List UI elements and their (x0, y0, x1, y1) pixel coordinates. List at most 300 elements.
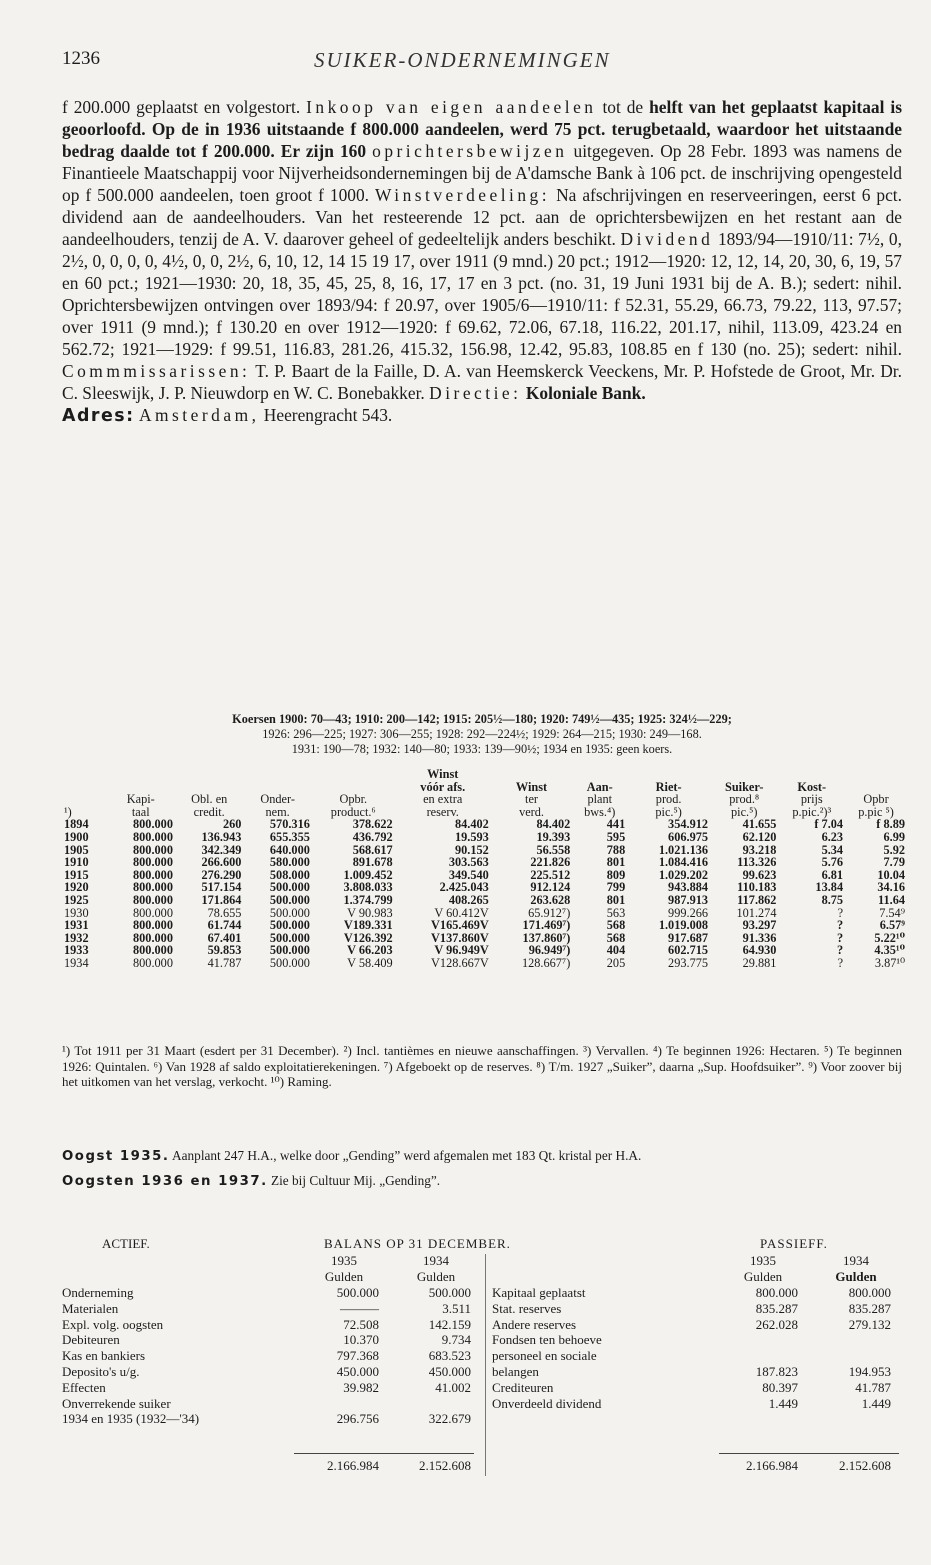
text-span: 1893/94—1910/11: 7½, 0, 2½, 0, 0, 0, 0, 4½, 0, 0, 2½, 6, 10, 12, 14 15 19 17, over 1911 (9 mnd.) 20 pct.; 1912—1920: 12, 12, 14, 20, 30, 6, 19, 57 en 60 pct.; 1921—1930: 20, 18, 35, 45, 25, 8, 16, 17, 17 en 3 pct. (no. 31, 19 Juni 1931 bij de A. B.); sedert: nihil. Oprichtersbewijzen ontvingen over 1893/94: f 20.97, over 1905/6—1910/11: f 52.31, 55.29, 66.73, 79.22, 113, 97.57; over 1911 (9 mnd.); f 130.20 en over 1912—1920: f 69.62, 72.06, 67.18, 116.22, 201.17, nihil, 113.09, 423.24 en 562.72; 1921—1929: f 99.51, 116.83, 281.26, 415.32, 156.98, 12.42, 95.83, 108.85 en f 130 (no. 25); sedert: nihil. (62, 229, 902, 359)
col-header: product.⁶ (330, 804, 376, 819)
year-cell: 1932 (64, 930, 89, 945)
balance-value-1935: 450.000 (336, 1363, 379, 1379)
table-cell-riet: 354.912 (668, 817, 709, 832)
balance-label: Kapitaal geplaatst (492, 1285, 586, 1300)
table-cell-obl: 78.655 (207, 905, 242, 920)
total-actief-1934: 2.152.608 (419, 1458, 471, 1473)
table-cell-suik: 64.930 (742, 943, 777, 958)
table-body (62, 818, 907, 969)
table-cell-kap: 800.000 (133, 892, 173, 907)
year-label: 1934 (423, 1253, 449, 1268)
balance-label: 1934 en 1935 (1932—'34) (62, 1411, 200, 1427)
col-header: taal (131, 804, 150, 819)
footnotes (62, 1043, 902, 1090)
col-header: credit. (193, 804, 225, 819)
balance-row (492, 1396, 907, 1412)
table-cell-wtv: 912.124 (530, 880, 571, 895)
balance-row (62, 1348, 478, 1364)
col-header: nem. (265, 804, 290, 819)
table-cell-riet: 1.084.416 (658, 855, 709, 870)
header-row (62, 768, 907, 781)
table-cell-opbr2: 6.99 (883, 829, 905, 844)
table-cell-obl: 260 (222, 817, 242, 832)
balance-label: Crediteuren (492, 1379, 554, 1395)
table-cell-suik: 62.120 (742, 829, 777, 844)
main-paragraph (62, 96, 902, 404)
balance-label: Onderneming (62, 1285, 134, 1300)
table-cell-suik: 41.655 (742, 817, 777, 832)
table-cell-opbr: V 90.983 (347, 905, 393, 920)
table-cell-aan: 799 (606, 880, 626, 895)
table-cell-obl: 59.853 (207, 943, 242, 958)
text-span: Na afschrijvingen en reserveeringen, eerst 6 pct. dividend aan de aandeelhouders. Van het resteerende 12 pct. aan de oprichtersbewijzen en het restant aan de aandeelhouders, tenzij de A. V. daarover geheel of gedeeltelijk anders beschikt. (62, 185, 902, 249)
table-cell-opbr2: 7.54⁹ (879, 905, 905, 920)
adres-street: Heerengracht 543. (263, 405, 393, 425)
balance-label: Kas en bankiers (62, 1348, 146, 1364)
balance-value-1934: 450.000 (428, 1363, 471, 1379)
table-cell-aan: 404 (606, 943, 626, 958)
table-cell-aan: 568 (606, 930, 626, 945)
harvest-1936-label: Oogsten 1936 en 1937. (62, 1174, 268, 1189)
table-cell-opbr2: f 8.89 (876, 817, 905, 832)
passief-col-1935 (728, 1253, 798, 1285)
table-cell-riet: 917.687 (668, 930, 709, 945)
table-cell-opbr: V 58.409 (347, 955, 393, 970)
spaced-term-directie: Directie: (429, 383, 522, 403)
table-cell-wva: V 60.412V (434, 905, 489, 920)
year-cell: 1900 (64, 829, 89, 844)
table-cell-kap: 800.000 (133, 955, 173, 970)
table-cell-ond: 640.000 (269, 842, 310, 857)
table-cell-suik: 93.297 (742, 918, 777, 933)
table-cell-ond: 500.000 (269, 930, 310, 945)
year-label: 1935 (331, 1253, 357, 1268)
balance-value-1934: 9.734 (441, 1332, 471, 1348)
text-span: f 200.000 geplaatst en volgestort. (62, 97, 301, 117)
balance-value-1935: 80.397 (762, 1379, 798, 1395)
table-cell-riet: 987.913 (668, 892, 709, 907)
table-cell-riet: 293.775 (668, 955, 709, 970)
table-row (62, 831, 907, 844)
table-cell-opbr2: 34.16 (877, 880, 905, 895)
table-cell-obl: 276.290 (201, 867, 242, 882)
table-cell-wva: 84.402 (454, 817, 489, 832)
table-cell-suik: 117.862 (737, 892, 777, 907)
col-header: verd. (519, 804, 544, 819)
table-cell-kost: 5.34 (821, 842, 844, 857)
adres-city: Amsterdam, (138, 405, 260, 425)
col-header: Aan- (586, 779, 613, 794)
table-cell-wtv: 65.912⁷) (528, 905, 571, 920)
table-cell-suik: 93.218 (742, 842, 777, 857)
table-cell-ond: 500.000 (269, 905, 310, 920)
table-cell-riet: 1.029.202 (658, 867, 709, 882)
koersen-line: Koersen 1900: 70—43; 1910: 200—142; 1915: 205½—180; 1920: 749½—435; 1925: 324½—229; (232, 712, 732, 726)
spaced-term-commissarissen: Commmissarissen: (62, 361, 251, 381)
balance-value-1935: 500.000 (336, 1285, 379, 1300)
spaced-term-dividend: Dividend (620, 229, 714, 249)
balance-value-1934: 835.287 (848, 1300, 891, 1316)
balance-label: personeel en sociale (492, 1348, 597, 1364)
actief-total-rule (294, 1453, 474, 1454)
table-cell-aan: 809 (606, 867, 626, 882)
balance-value-1935: 835.287 (755, 1300, 798, 1316)
text-span: T. P. Baart de la Faille, D. A. van Heemskerck Veeckens, Mr. P. Hofstede de Groot, Mr. Dr. C. Sleeswijk, J. P. Nieuwdorp en W. C. Bonebakker. (62, 361, 902, 403)
balance-row (62, 1317, 478, 1333)
table-row (62, 856, 907, 869)
table-cell-suik: 91.336 (742, 930, 777, 945)
col-header: Obl. en (191, 792, 228, 807)
balance-value-1934: 279.132 (848, 1316, 891, 1332)
balance-title: BALANS OP 31 DECEMBER. (324, 1236, 511, 1251)
koersen-block (62, 712, 902, 757)
balance-value-1935: 72.508 (343, 1316, 379, 1332)
passief-total-rule (719, 1453, 899, 1454)
table-cell-wtv: 19.393 (536, 829, 571, 844)
balance-value-1934: 41.787 (855, 1379, 891, 1395)
balance-row (492, 1301, 907, 1317)
table-cell-aan: 568 (606, 918, 626, 933)
balance-header (62, 1236, 907, 1252)
table-cell-obl: 342.349 (201, 842, 242, 857)
table-cell-kost: 5.76 (821, 855, 844, 870)
col-header: Opbr. (339, 792, 368, 807)
balance-row (62, 1411, 478, 1427)
table-row (62, 919, 907, 932)
col-header: Opbr (863, 792, 889, 807)
table-cell-wtv: 171.469⁷) (522, 918, 571, 933)
table-cell-wva: V 96.949V (434, 943, 489, 958)
table-cell-wtv: 56.558 (536, 842, 571, 857)
table-cell-ond: 570.316 (269, 817, 310, 832)
col-header: plant (587, 792, 613, 807)
year-cell: 1934 (64, 955, 89, 970)
text-span: tot de (602, 97, 644, 117)
balance-row (62, 1285, 478, 1301)
table-cell-kost: ? (836, 918, 844, 933)
balance-value-1935: 800.000 (755, 1285, 798, 1300)
harvest-section (62, 1148, 902, 1198)
balance-value-1934: 500.000 (428, 1285, 471, 1300)
table-cell-opbr2: 7.79 (883, 855, 905, 870)
balance-label: Debiteuren (62, 1332, 120, 1348)
table-header (62, 768, 907, 818)
balance-row (62, 1396, 478, 1412)
year-cell: 1894 (64, 817, 89, 832)
balance-value-1934: 683.523 (428, 1348, 471, 1364)
table-cell-wtv: 96.949⁷) (528, 943, 571, 958)
table-cell-riet: 999.266 (668, 905, 709, 920)
balance-label: Fondsen ten behoeve (492, 1332, 602, 1348)
balance-label: Deposito's u/g. (62, 1363, 140, 1379)
col-header: Riet- (655, 779, 682, 794)
table-cell-wtv: 225.512 (530, 867, 571, 882)
table-row (62, 957, 907, 970)
col-header: prod.⁸ (729, 792, 760, 807)
table-cell-opbr2: 3.87¹⁰ (874, 955, 905, 970)
currency-label: Gulden (835, 1268, 877, 1284)
table-cell-suik: 29.881 (742, 955, 777, 970)
col-header: Suiker- (724, 779, 764, 794)
totals-row (62, 1458, 907, 1474)
balance-value-1935: ——— (340, 1300, 379, 1316)
balance-row (492, 1364, 907, 1380)
table-cell-wtv: 84.402 (536, 817, 571, 832)
table-cell-wva: 19.593 (454, 829, 489, 844)
table-cell-wva: V165.469V (431, 918, 489, 933)
table-cell-wva: 349.540 (448, 867, 489, 882)
year-cell: 1930 (64, 905, 89, 920)
col-header: ter (525, 792, 539, 807)
table-cell-kost: 13.84 (815, 880, 844, 895)
balance-row (62, 1364, 478, 1380)
table-cell-riet: 602.715 (668, 943, 709, 958)
table-cell-riet: 943.884 (668, 880, 709, 895)
table-cell-opbr2: 11.64 (878, 892, 905, 907)
table-cell-aan: 441 (606, 817, 626, 832)
spaced-term-winstverdeeling: Winstverdeeling: (375, 185, 551, 205)
table-cell-wva: 408.265 (448, 892, 489, 907)
table-cell-ond: 500.000 (269, 892, 310, 907)
balance-value-1934: 142.159 (428, 1316, 471, 1332)
year-cell: 1915 (64, 867, 89, 882)
table-cell-suik: 99.623 (742, 867, 777, 882)
balance-value-1935: 39.982 (343, 1379, 379, 1395)
year-cell: 1933 (64, 943, 89, 958)
header-row (62, 781, 907, 794)
header-row (62, 793, 907, 806)
adres-label: Adres: (62, 406, 135, 426)
table-cell-ond: 500.000 (269, 880, 310, 895)
currency-label: Gulden (324, 1268, 364, 1284)
table-cell-kost: 8.75 (821, 892, 844, 907)
balance-value-1935: 296.756 (336, 1411, 379, 1427)
table-row (62, 894, 907, 907)
table-cell-aan: 801 (606, 892, 626, 907)
table-cell-opbr: 568.617 (352, 842, 393, 857)
col-header: p.pic ⁵) (858, 804, 894, 819)
col-header: prod. (655, 792, 682, 807)
year-cell: 1931 (64, 918, 89, 933)
text-span: uitgegeven. Op 28 Febr. 1893 was namens de Finantieele Maatschappij voor Nijverheidsondernemingen bij de A'damsche Bank à 106 pct. de inschrijving opengesteld op f 500.000 aandeelen, toen groot f 1000. (62, 141, 902, 205)
col-header: prijs (800, 792, 823, 807)
passief-rows (492, 1285, 907, 1411)
balance-row (492, 1380, 907, 1396)
balance-value-1935: 1.449 (768, 1395, 798, 1411)
table-cell-kost: ? (836, 943, 844, 958)
running-header (62, 44, 902, 76)
table-cell-kost: ? (837, 905, 844, 920)
balance-row (62, 1332, 478, 1348)
col-header: Onder- (260, 792, 295, 807)
table-cell-kap: 800.000 (133, 918, 173, 933)
table-cell-kap: 800.000 (133, 855, 173, 870)
harvest-1935-text: Aanplant 247 H.A., welke door „Gending” werd afgemalen met 183 Qt. kristal per H.A. (172, 1148, 642, 1163)
koersen-line: 1931: 190—78; 1932: 140—80; 1933: 139—90½; 1934 en 1935: geen koers. (291, 742, 673, 756)
spaced-term-oprichtersbewijzen: oprichtersbewijzen (372, 141, 568, 161)
page-number: 1236 (62, 48, 100, 69)
table-cell-kost: ? (836, 930, 844, 945)
currency-label: Gulden (416, 1268, 456, 1284)
total-actief-1935: 2.166.984 (327, 1458, 379, 1473)
table-cell-kost: 6.81 (821, 867, 844, 882)
table-cell-ond: 508.000 (269, 867, 310, 882)
balance-label: Andere reserves (492, 1316, 577, 1332)
table-cell-ond: 500.000 (269, 955, 310, 970)
balance-value-1935: 187.823 (755, 1363, 798, 1379)
balance-sheet (62, 1236, 907, 1486)
col-header: p.pic.²)³ (792, 804, 832, 819)
table-cell-opbr: 436.792 (352, 829, 393, 844)
table-cell-kap: 800.000 (133, 880, 173, 895)
table-cell-kap: 800.000 (133, 817, 173, 832)
table-cell-obl: 67.401 (207, 930, 242, 945)
balance-label: Materialen (62, 1300, 119, 1316)
col-header: bws.⁴) (584, 804, 616, 819)
table-cell-riet: 1.021.136 (658, 842, 709, 857)
balance-value-1935: 797.368 (336, 1348, 379, 1364)
table-cell-suik: 101.274 (736, 905, 777, 920)
balance-value-1934: 800.000 (848, 1285, 891, 1300)
col-header: ¹) (64, 804, 72, 819)
year-cell: 1920 (64, 880, 89, 895)
balance-label: Expl. volg. oogsten (62, 1316, 164, 1332)
col-header: pic.⁵) (731, 804, 758, 819)
balance-row (492, 1317, 907, 1333)
total-passief-1935: 2.166.984 (746, 1458, 798, 1473)
table-cell-obl: 41.787 (207, 955, 242, 970)
table-cell-obl: 61.744 (207, 918, 242, 933)
col-header: Kapi- (126, 792, 155, 807)
balance-label: Onverrekende suiker (62, 1395, 171, 1411)
table-cell-opbr: 1.374.799 (343, 892, 393, 907)
balance-row (62, 1380, 478, 1396)
balance-label: Onverdeeld dividend (492, 1395, 602, 1411)
actief-rows (62, 1285, 478, 1427)
text-span: Koloniale Bank. (525, 383, 646, 403)
harvest-1935 (62, 1148, 902, 1165)
table-cell-kost: 6.23 (821, 829, 844, 844)
text-span: helft van het geplaatst kapitaal is geoorloofd. Op de in 1936 uitstaande f 800.000 aandeelen, werd 75 pct. terugbetaald, waardoor het uitstaande bedrag daalde tot f 200.000. Er zijn 160 (62, 97, 902, 161)
table-cell-kap: 800.000 (133, 905, 173, 920)
col-header: Kost- (797, 779, 827, 794)
year-cell: 1905 (64, 842, 89, 857)
table-cell-aan: 563 (606, 905, 626, 920)
table-cell-riet: 1.019.008 (658, 918, 709, 933)
table-cell-ond: 500.000 (269, 918, 310, 933)
actief-heading: ACTIEF. (102, 1236, 150, 1251)
currency-label: Gulden (743, 1268, 783, 1284)
table-cell-kap: 800.000 (133, 930, 173, 945)
actief-col-1935 (309, 1253, 379, 1285)
table-cell-suik: 113.326 (737, 855, 777, 870)
balance-value-1934: 322.679 (428, 1411, 471, 1427)
table-cell-opbr2: 10.04 (877, 867, 905, 882)
balance-row (492, 1332, 907, 1348)
year-cell: 1925 (64, 892, 89, 907)
table-cell-wva: 2.425.043 (439, 880, 489, 895)
balance-value-1934: 41.002 (435, 1379, 471, 1395)
col-header: pic.⁵) (655, 804, 682, 819)
balance-label: belangen (492, 1363, 539, 1379)
balance-row (492, 1348, 907, 1364)
passief-heading: PASSIEFF. (760, 1236, 828, 1251)
table-cell-opbr2: 4.35¹⁰ (874, 943, 905, 958)
harvest-1936-1937 (62, 1173, 902, 1190)
balance-value-1935: 262.028 (755, 1316, 798, 1332)
harvest-1935-label: Oogst 1935. (62, 1149, 170, 1164)
col-header: en extra (423, 792, 463, 807)
year-label: 1935 (750, 1253, 776, 1268)
table-cell-aan: 205 (606, 955, 626, 970)
table-cell-opbr: 378.622 (352, 817, 393, 832)
col-header: reserv. (426, 804, 459, 819)
production-table (62, 768, 907, 970)
table-cell-opbr: 891.678 (352, 855, 393, 870)
table-cell-kost: ? (837, 955, 844, 970)
footnotes-text: ¹) Tot 1911 per 31 Maart (esdert per 31 December). ²) Incl. tantièmes en nieuwe aanschaffingen. ³) Vervallen. ⁴) Te beginnen 1926: Hectaren. ⁵) Te beginnen 1926: Quintalen. ⁶) Van 1928 af saldo exploitatierekeningen. ⁷) Afgeboekt op de reserves. ⁸) T/m. 1927 „Suiker”, daarna „Sup. Hoofdsuiker”. ⁹) Voor zoover bij het uitkomen van het verslag, verkocht. ¹⁰) Raming. (62, 1043, 902, 1089)
balance-value-1934: 194.953 (848, 1363, 891, 1379)
total-passief-1934: 2.152.608 (839, 1458, 891, 1473)
year-cell: 1910 (64, 855, 89, 870)
passief-col-1934 (821, 1253, 891, 1285)
col-header: vóór afs. (420, 779, 466, 794)
table-cell-ond: 500.000 (269, 943, 310, 958)
table-cell-riet: 606.975 (668, 829, 709, 844)
table-cell-obl: 171.864 (201, 892, 242, 907)
year-label: 1934 (843, 1253, 869, 1268)
col-header: Winst (427, 767, 459, 781)
table-cell-opbr: V 66.203 (347, 943, 393, 958)
table-cell-obl: 517.154 (201, 880, 242, 895)
table-cell-obl: 136.943 (201, 829, 242, 844)
table-cell-kap: 800.000 (133, 842, 173, 857)
table-cell-opbr2: 5.22¹⁰ (874, 930, 905, 945)
running-title: SUIKER-ONDERNEMINGEN (314, 48, 611, 72)
table-cell-wtv: 221.826 (530, 855, 571, 870)
table-cell-opbr: 1.009.452 (343, 867, 393, 882)
harvest-1936-text: Zie bij Cultuur Mij. „Gending”. (270, 1173, 441, 1188)
table-cell-wva: 90.152 (454, 842, 489, 857)
balance-row (62, 1301, 478, 1317)
main-text (62, 96, 902, 427)
table-cell-opbr: V189.331 (343, 918, 393, 933)
table-cell-kap: 800.000 (133, 829, 173, 844)
actief-col-1934 (401, 1253, 471, 1285)
table-cell-wva: V128.667V (431, 955, 489, 970)
table-cell-ond: 655.355 (269, 829, 310, 844)
spaced-term-inkoop: Inkoop van eigen aandeelen (306, 97, 597, 117)
adres-line (62, 404, 902, 427)
table-cell-opbr: 3.808.033 (343, 880, 393, 895)
table-cell-suik: 110.183 (737, 880, 777, 895)
table-cell-obl: 266.600 (201, 855, 242, 870)
balance-label: Stat. reserves (492, 1300, 562, 1316)
koersen-line: 1926: 296—225; 1927: 306—255; 1928: 292—224½; 1929: 264—215; 1930: 249—168. (262, 727, 702, 741)
table-cell-kap: 800.000 (133, 867, 173, 882)
table-cell-aan: 801 (606, 855, 626, 870)
balance-value-1934: 3.511 (442, 1300, 471, 1316)
balance-value-1934: 1.449 (861, 1395, 891, 1411)
balance-row (492, 1285, 907, 1301)
table-cell-wva: 303.563 (448, 855, 489, 870)
table-cell-kap: 800.000 (133, 943, 173, 958)
table-cell-wtv: 137.860⁷) (522, 930, 571, 945)
table-cell-ond: 580.000 (269, 855, 310, 870)
col-header: Winst (515, 779, 548, 794)
table-cell-wtv: 263.628 (530, 892, 571, 907)
table-cell-aan: 788 (606, 842, 626, 857)
